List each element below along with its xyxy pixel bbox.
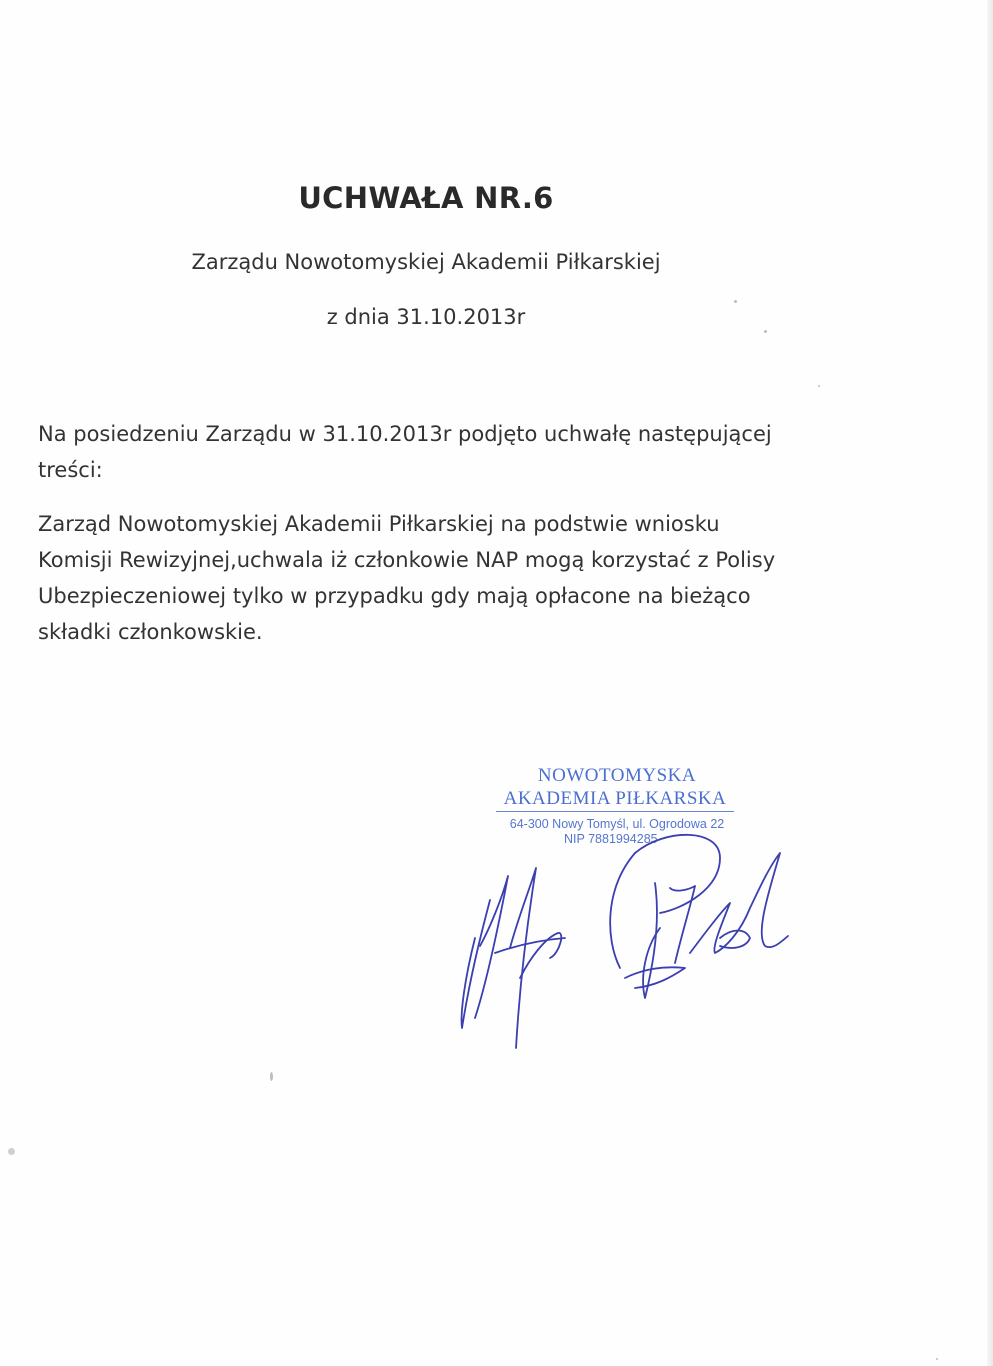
document-subtitle: Zarządu Nowotomyskiej Akademii Piłkarskiej [191,250,661,274]
scan-speck [270,1072,273,1081]
scan-speck [936,1358,938,1360]
signature-left-stroke-1 [462,900,490,1028]
scan-speck [734,300,737,303]
scan-edge [987,0,993,1366]
signature-right-stroke-4 [625,967,685,988]
document-title: UCHWAŁA NR.6 [298,181,554,215]
document-date: z dnia 31.10.2013r [326,305,526,329]
signature-right-stroke-5 [690,853,788,953]
stamp-name-line-2: AKADEMIA PIŁKARSKA [496,788,734,812]
signature-right-stroke-1 [610,835,720,968]
stamp-name-line: NOWOTOMYSKA [537,765,697,786]
signature-left-stroke-2 [475,876,508,1018]
handwritten-signatures [420,828,810,1068]
paragraph-intro: Na posiedzeniu Zarządu w 31.10.2013r podjęto uchwałę następującej treści: [38,422,772,482]
scan-speck [8,1148,15,1155]
stamp-nip: NIP 7881994285 [564,832,658,846]
scan-speck [818,385,820,387]
signature-right-stroke-2 [643,883,660,998]
scan-speck [764,330,767,333]
stamp-address: 64-300 Nowy Tomyśl, ul. Ogrodowa 22 [509,817,725,831]
signature-left-stroke-5 [495,938,565,953]
paragraph-resolution: Zarząd Nowotomyskiej Akademii Piłkarskiej na podstwie wniosku Komisji Rewizyjnej,uchwala iż członkowie NAP mogą korzystać z Polisy Ubezpieczeniowej tylko w przypadku gdy mają opłacone na bieżąco składki członkowskie. [38,512,776,644]
